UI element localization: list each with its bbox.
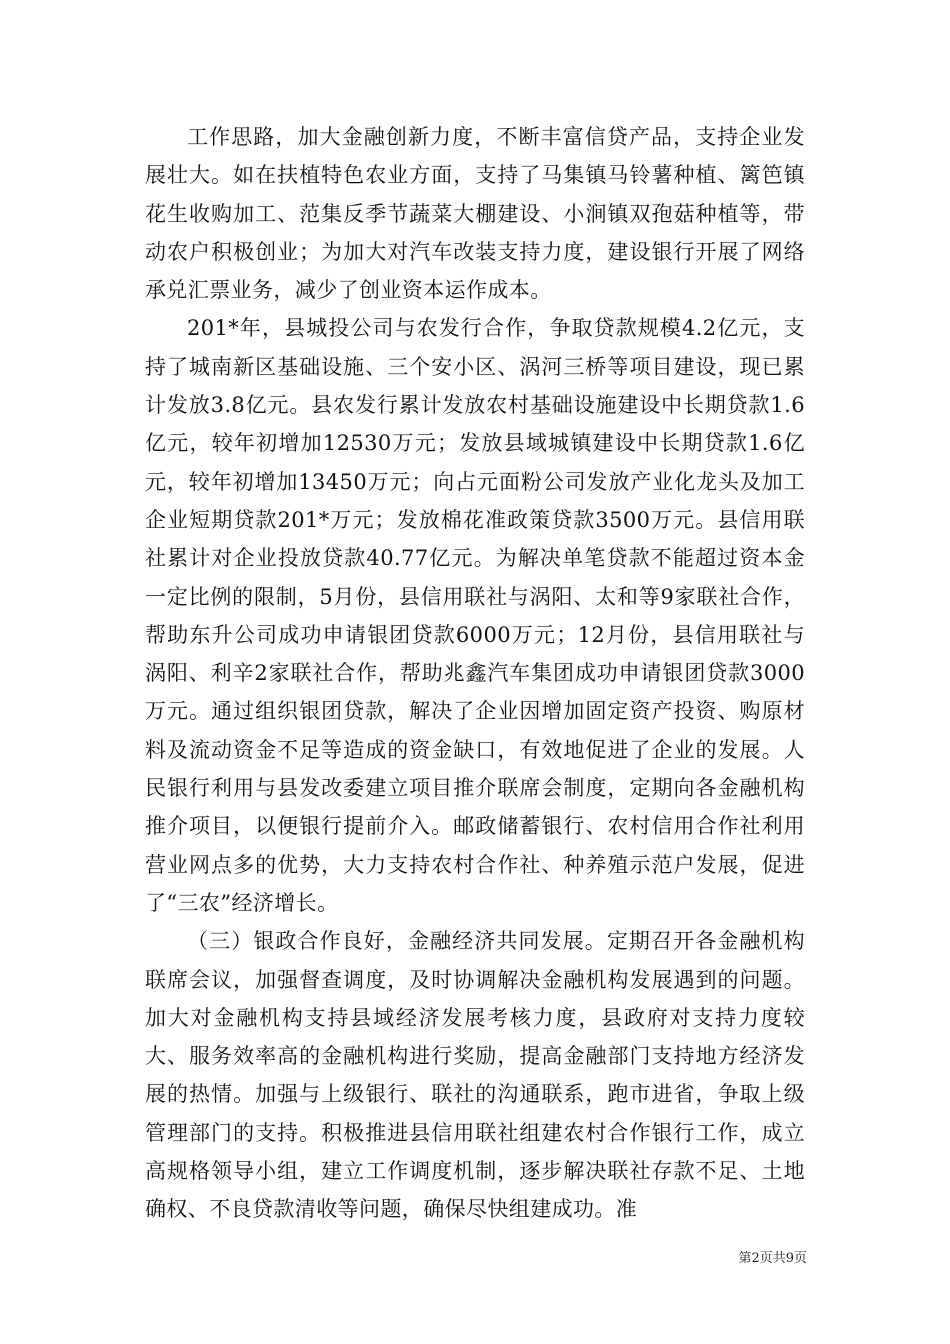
page-number-footer: 第2页共9页 [738,1251,807,1266]
paragraph-2: 201*年，县城投公司与农发行合作，争取贷款规模4.2亿元，支持了城南新区基础设施、三个安小区、涡河三桥等项目建设，现已累计发放3.8亿元。县农发行累计发放农村基础设施建设中长期贷款1.6亿元，较年初增加12530万元；发放县域城镇建设中长期贷款1.6亿元，较年初增加13450万元；向占元面粉公司发放产业化龙头及加工企业短期贷款201*万元；发放棉花准政策贷款3500万元。县信用联社累计对企业投放贷款40.77亿元。为解决单笔贷款不能超过资本金一定比例的限制，5月份，县信用联社与涡阳、太和等9家联社合作，帮助东升公司成功申请银团贷款6000万元；12月份，县信用联社与涡阳、利辛2家联社合作，帮助兆鑫汽车集团成功申请银团贷款3000万元。通过组织银团贷款，解决了企业因增加固定资产投资、购原材料及流动资金不足等造成的资金缺口，有效地促进了企业的发展。人民银行利用与县发改委建立项目推介联席会制度，定期向各金融机构推介项目，以便银行提前介入。邮政储蓄银行、农村信用合作社利用营业网点多的优势，大力支持农村合作社、种养殖示范户发展，促进了“三农”经济增长。 [145,316,805,915]
paragraph-1: 工作思路，加大金融创新力度，不断丰富信贷产品，支持企业发展壮大。如在扶植特色农业方面，支持了马集镇马铃薯种植、篱笆镇花生收购加工、范集反季节蔬菜大棚建设、小涧镇双孢菇种植等，带动农户积极创业；为加大对汽车改装支持力度，建设银行开展了网络承兑汇票业务，减少了创业资本运作成本。 [145,125,805,303]
paragraph-3: （三）银政合作良好，金融经济共同发展。定期召开各金融机构联席会议，加强督查调度，及时协调解决金融机构发展遇到的问题。加大对金融机构支持县域经济发展考核力度，县政府对支持力度较大、服务效率高的金融机构进行奖励，提高金融部门支持地方经济发展的热情。加强与上级银行、联社的沟通联系，跑市进省，争取上级管理部门的支持。积极推进县信用联社组建农村合作银行工作，成立高规格领导小组，建立工作调度机制，逐步解决联社存款不足、土地确权、不良贷款清收等问题，确保尽快组建成功。准 [145,929,805,1222]
document-body [145,118,805,1229]
